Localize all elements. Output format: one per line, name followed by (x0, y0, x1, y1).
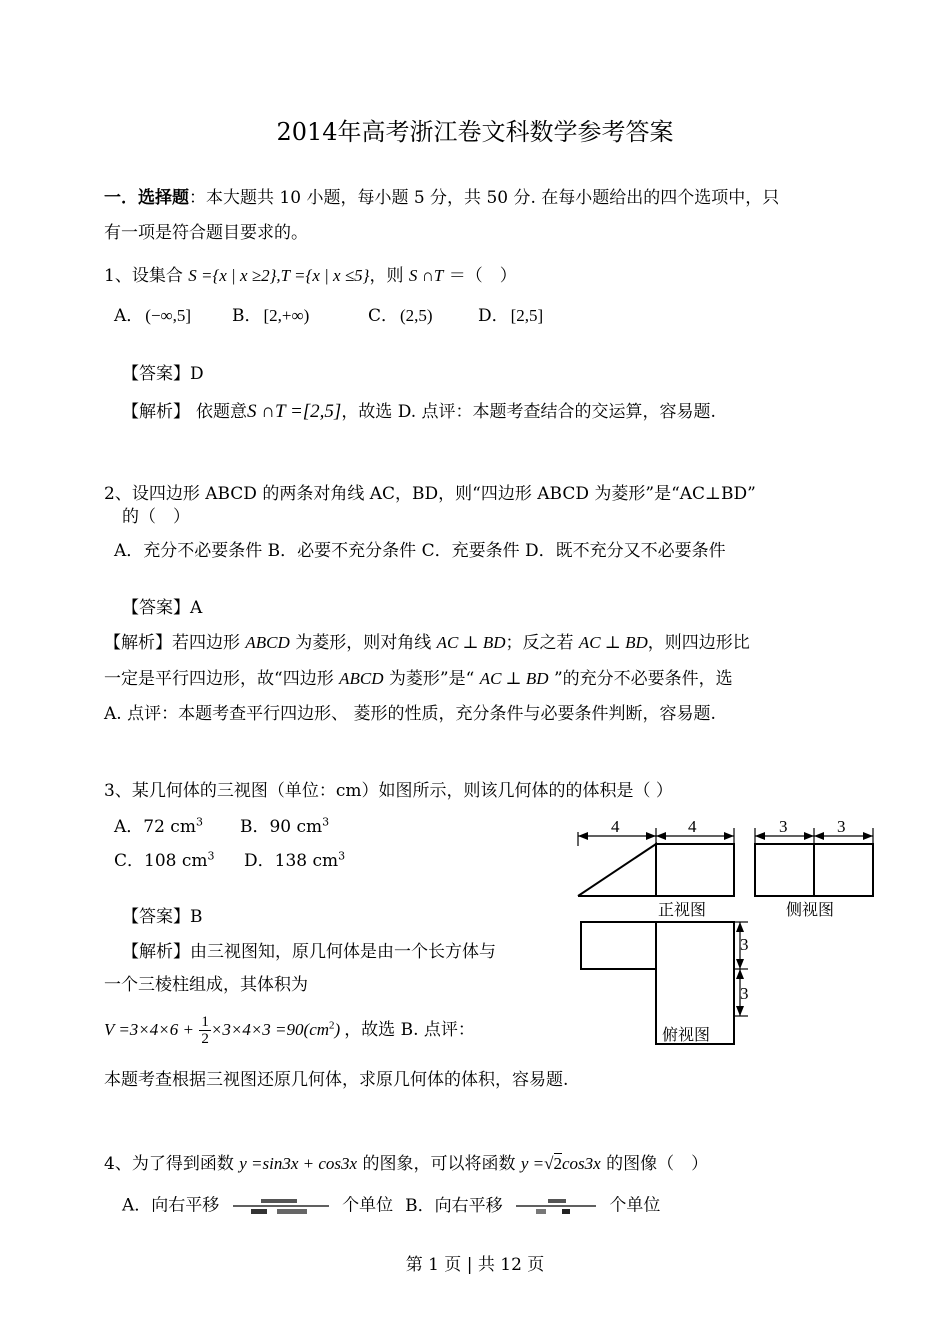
q2-stem-line1: 2、设四边形 ABCD 的两条对角线 AC，BD，则“四边形 ABCD 为菱形”是“AC⊥BD” (104, 484, 756, 504)
q4-option-b-fraction-image (514, 1195, 598, 1217)
q2-analysis-line3: A. 点评：本题考查平行四边形、 菱形的性质，充分条件与必要条件判断，容易题. (104, 704, 716, 724)
section-intro-text: ：本大题共 10 小题，每小题 5 分，共 50 分. 在每小题给出的四个选项中，只 (189, 188, 780, 208)
top-upper-dim-label: 3 (740, 935, 749, 954)
q4-option-a-fraction-image (231, 1195, 331, 1217)
page-title: 2014年高考浙江卷文科数学参考答案 (276, 118, 674, 146)
section-intro-line2: 有一项是符合题目要求的。 (104, 223, 308, 243)
side-left-dim-label: 3 (779, 817, 788, 836)
top-view (581, 922, 734, 1044)
q3-option-d: D．138 $cm^3$ (244, 849, 346, 871)
q3-option-c: C．108 $cm^3$ (114, 849, 215, 871)
q2-analysis-line1: 【解析】若四边形 ABCD 为菱形，则对角线 AC ⊥ BD；反之若 AC ⊥ BD，则四边形比 (104, 633, 750, 653)
q3-analysis-line3: 本题考查根据三视图还原几何体，求原几何体的体积，容易题. (104, 1070, 569, 1090)
side-right-dim-label: 3 (837, 817, 846, 836)
sqrt-symbol: √2 (544, 1154, 563, 1173)
section-heading: 一．选择题 (104, 188, 189, 208)
q1-option-d: D． [2,5] (478, 306, 544, 326)
q1-answer: 【答案】D (122, 364, 204, 384)
q3-option-a: A．72 $cm^3$ (114, 815, 203, 837)
q1-option-a: A． (−∞,5] (114, 306, 192, 326)
side-view (755, 844, 873, 896)
q1-option-b: B． [2,+∞) (232, 306, 310, 326)
front-left-dim-label: 4 (611, 817, 620, 836)
front-view-label: 正视图 (658, 900, 707, 919)
q2-stem-line2: 的（ ） (122, 507, 190, 527)
three-view-figure (570, 812, 880, 1047)
q1-tail: ＝（ ） (443, 266, 517, 286)
q4-stem: 4、为了得到函数 y =sin3x + cos3x 的图象，可以将函数 y =√2cos3x 的图像（ ） (104, 1154, 709, 1174)
q3-fraction: $\frac{1}{2}$ (201, 1014, 209, 1047)
q1-lead: 1、设集合 (104, 266, 189, 286)
top-lower-dim-label: 3 (740, 984, 749, 1003)
q1-option-c: C． (2,5) (368, 306, 433, 326)
top-view-label: 俯视图 (662, 1025, 711, 1044)
q3-option-b: B．90 $cm^3$ (240, 815, 330, 837)
q4-options: A．向右平移 个单位 B．向右平移 个单位 (122, 1195, 661, 1216)
q2-analysis-line2: 一定是平行四边形，故“四边形 ABCD 为菱形”是“ AC ⊥ BD ”的充分不必要条件，选 (104, 669, 733, 689)
q1-mid: ，则 (369, 266, 409, 286)
front-view (578, 844, 734, 896)
q2-options: A．充分不必要条件 B．必要不充分条件 C．充要条件 D．既不充分又不必要条件 (114, 541, 726, 561)
q3-analysis-line2: 一个三棱柱组成，其体积为 (104, 975, 308, 995)
section-intro-line1 (104, 188, 779, 208)
q3-analysis-line1: 【解析】由三视图知，原几何体是由一个长方体与 (122, 942, 496, 962)
q1-stem (104, 266, 517, 286)
page-footer: 第 1 页 | 共 12 页 (405, 1255, 545, 1275)
q1-set-definition: S ={x | x ≥2},T ={x | x ≤5} (188, 266, 370, 285)
side-view-label: 侧视图 (786, 900, 835, 919)
q3-answer: 【答案】B (122, 907, 203, 927)
q1-analysis: 【解析】 依题意S ∩T =[2,5]，故选 D. 点评：本题考查结合的交运算，容易题. (122, 401, 716, 422)
q2-answer: 【答案】A (122, 598, 203, 618)
q3-volume-formula: V =3×4×6 + $\frac{1}{2}$ $\times 3\times 4\times 3 =90(cm^2)$ ，故选 B. 点评： (104, 1014, 475, 1047)
q1-intersection: S ∩T (408, 266, 444, 285)
front-right-dim-label: 4 (688, 817, 697, 836)
q3-stem: 3、某几何体的三视图（单位：cm）如图所示，则该几何体的的体积是（ ） (104, 781, 673, 801)
